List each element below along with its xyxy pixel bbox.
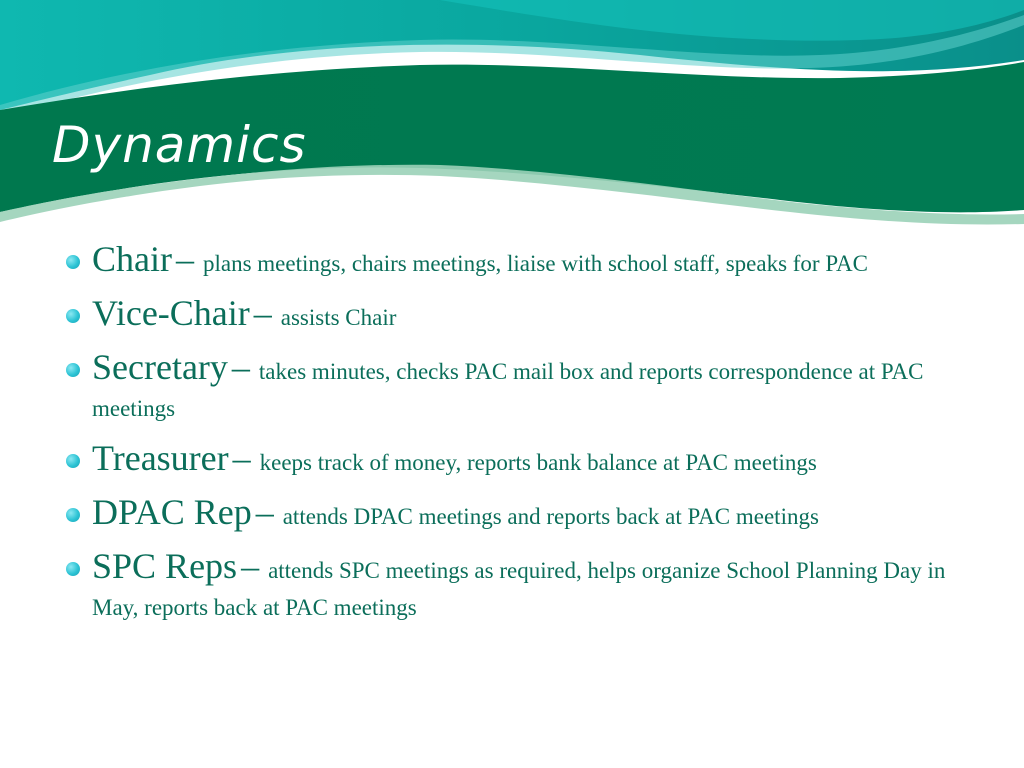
role-dash: – — [232, 438, 260, 478]
role-label: Secretary — [92, 347, 228, 387]
role-description: keeps track of money, reports bank balance at PAC meetings — [259, 450, 817, 475]
role-label: Treasurer — [92, 438, 229, 478]
role-description: assists Chair — [280, 305, 397, 330]
bullet-dot-icon — [66, 562, 80, 576]
role-description: attends SPC meetings as required, helps organize School Planning Day in May, reports back at PAC meetings — [92, 558, 946, 620]
role-label: Vice-Chair — [92, 293, 250, 333]
bullet-list — [64, 239, 974, 640]
bullet-item-vice-chair — [64, 293, 974, 338]
slide-title: Dynamics — [52, 120, 307, 174]
role-label: Chair — [92, 239, 172, 279]
bullet-dot-icon — [66, 309, 80, 323]
bullet-dot-icon — [66, 454, 80, 468]
role-dash: – — [253, 293, 281, 333]
role-dash: – — [231, 347, 259, 387]
role-description: plans meetings, chairs meetings, liaise with school staff, speaks for PAC — [202, 251, 868, 276]
role-label: DPAC Rep — [92, 492, 252, 532]
bullet-item-spc-reps — [64, 546, 974, 628]
role-dash: – — [175, 239, 203, 279]
role-label: SPC Reps — [92, 546, 238, 586]
role-description: attends DPAC meetings and reports back at PAC meetings — [282, 504, 819, 529]
bullet-dot-icon — [66, 508, 80, 522]
bullet-item-chair — [64, 239, 974, 284]
bullet-item-dpac-rep — [64, 492, 974, 537]
header-wave-banner — [0, 0, 1024, 230]
bullet-dot-icon — [66, 255, 80, 269]
role-dash: – — [241, 546, 269, 586]
bullet-item-secretary — [64, 347, 974, 429]
role-dash: – — [255, 492, 283, 532]
role-description: takes minutes, checks PAC mail box and reports correspondence at PAC meetings — [92, 359, 924, 421]
bullet-dot-icon — [66, 363, 80, 377]
bullet-item-treasurer — [64, 438, 974, 483]
